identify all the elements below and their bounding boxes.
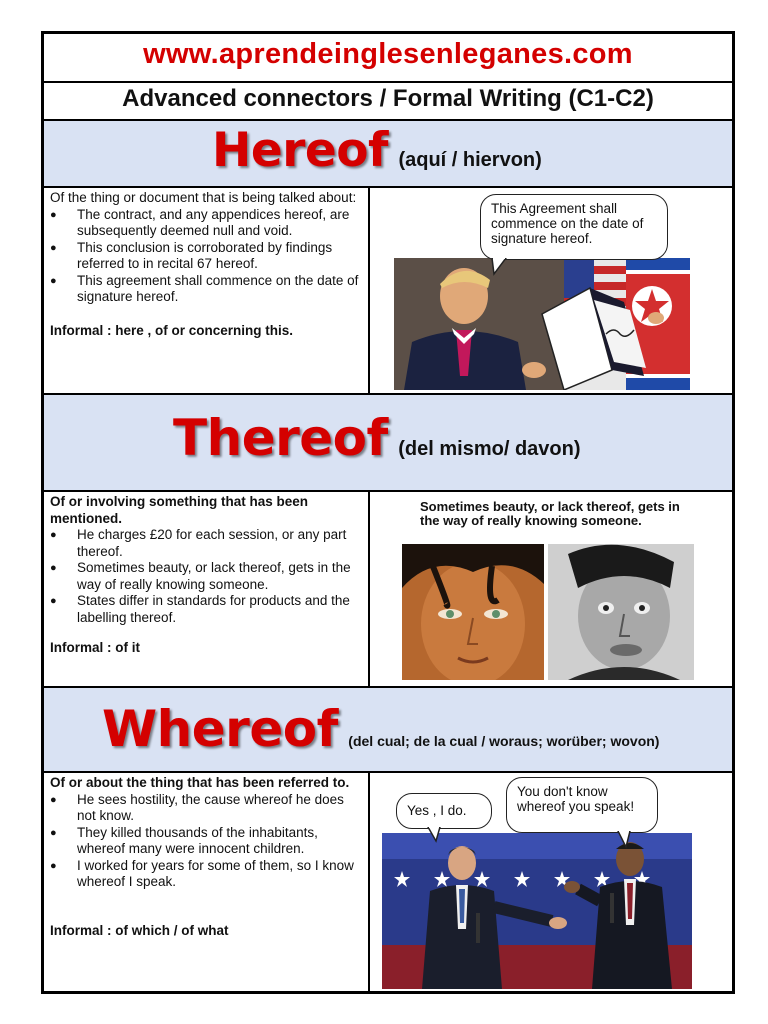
list-item: ● He sees hostility, the cause whereof he does not know.: [50, 792, 364, 825]
term-translation: (del cual; de la cual / woraus; worüber; wovon): [348, 733, 660, 749]
handsome-face-photo: [402, 544, 544, 680]
list-item: ● They killed thousands of the inhabitants, whereof many were innocent children.: [50, 825, 364, 858]
list-item: ● This conclusion is corroborated by findings referred to in recital 67 hereof.: [50, 240, 364, 273]
worksheet: [41, 31, 735, 994]
unattractive-face-photo: [548, 544, 694, 680]
section-body-thereof: [44, 492, 732, 686]
term-translation: (aquí / hiervon): [398, 149, 542, 171]
speech-bubble-left: [396, 793, 492, 829]
bubble-text: You don't know whereof you speak!: [517, 784, 635, 814]
examples-list: [50, 527, 364, 626]
informal-note: Informal : of which / of what: [50, 922, 229, 938]
section-body-whereof: [44, 773, 732, 994]
definition-text: Of the thing or document that is being talked about:: [50, 190, 357, 205]
definition-text: Of or about the thing that has been referred to.: [50, 775, 350, 790]
illustration-cell: [372, 773, 732, 994]
list-item: ● States differ in standards for products and the labelling thereof.: [50, 593, 364, 626]
illustration-cell: [372, 188, 732, 393]
subtitle-row: [44, 83, 732, 120]
speech-bubble-tail: [426, 827, 442, 843]
list-item: ● This agreement shall commence on the date of signature hereof.: [50, 273, 364, 306]
list-item: ● The contract, and any appendices hereof, are subsequently deemed null and void.: [50, 207, 364, 240]
speech-bubble-tail: [616, 831, 634, 849]
term-word: Hereof: [212, 123, 389, 178]
list-item: ● Sometimes beauty, or lack thereof, gets in the way of really knowing someone.: [50, 560, 364, 593]
list-item: ● I worked for years for some of them, so I know whereof I speak.: [50, 858, 364, 891]
image-caption: Sometimes beauty, or lack thereof, gets in the way of really knowing someone.: [420, 499, 680, 528]
examples-list: [50, 207, 364, 306]
page-subtitle: Advanced connectors / Formal Writing (C1-C2): [122, 85, 654, 112]
site-url-header: [44, 34, 732, 81]
definition-cell: [44, 188, 370, 393]
section-title-thereof: [44, 395, 732, 490]
examples-list: [50, 792, 364, 891]
speech-bubble-right: [506, 777, 658, 833]
section-title-hereof: [44, 121, 732, 186]
section-title-whereof: [44, 688, 732, 771]
term-word: Whereof: [102, 700, 338, 758]
signing-photo: [394, 258, 690, 390]
definition-cell: [44, 492, 370, 686]
section-body-hereof: [44, 188, 732, 393]
site-url[interactable]: www.aprendeinglesenleganes.com: [143, 38, 633, 70]
informal-note: Informal : here , of or concerning this.: [50, 322, 294, 338]
bubble-text: This Agreement shall commence on the date of signature hereof.: [491, 201, 644, 246]
definition-cell: [44, 773, 370, 994]
informal-note: Informal : of it: [50, 640, 140, 655]
illustration-cell: [372, 492, 732, 686]
list-item: ● He charges £20 for each session, or any part thereof.: [50, 527, 364, 560]
term-translation: (del mismo/ davon): [398, 438, 581, 460]
speech-bubble-tail: [490, 258, 510, 276]
definition-text: Of or involving something that has been mentioned.: [50, 494, 309, 526]
term-word: Thereof: [173, 409, 388, 467]
debate-photo: [382, 833, 692, 989]
bubble-text: Yes , I do.: [407, 803, 467, 818]
speech-bubble: [480, 194, 668, 260]
